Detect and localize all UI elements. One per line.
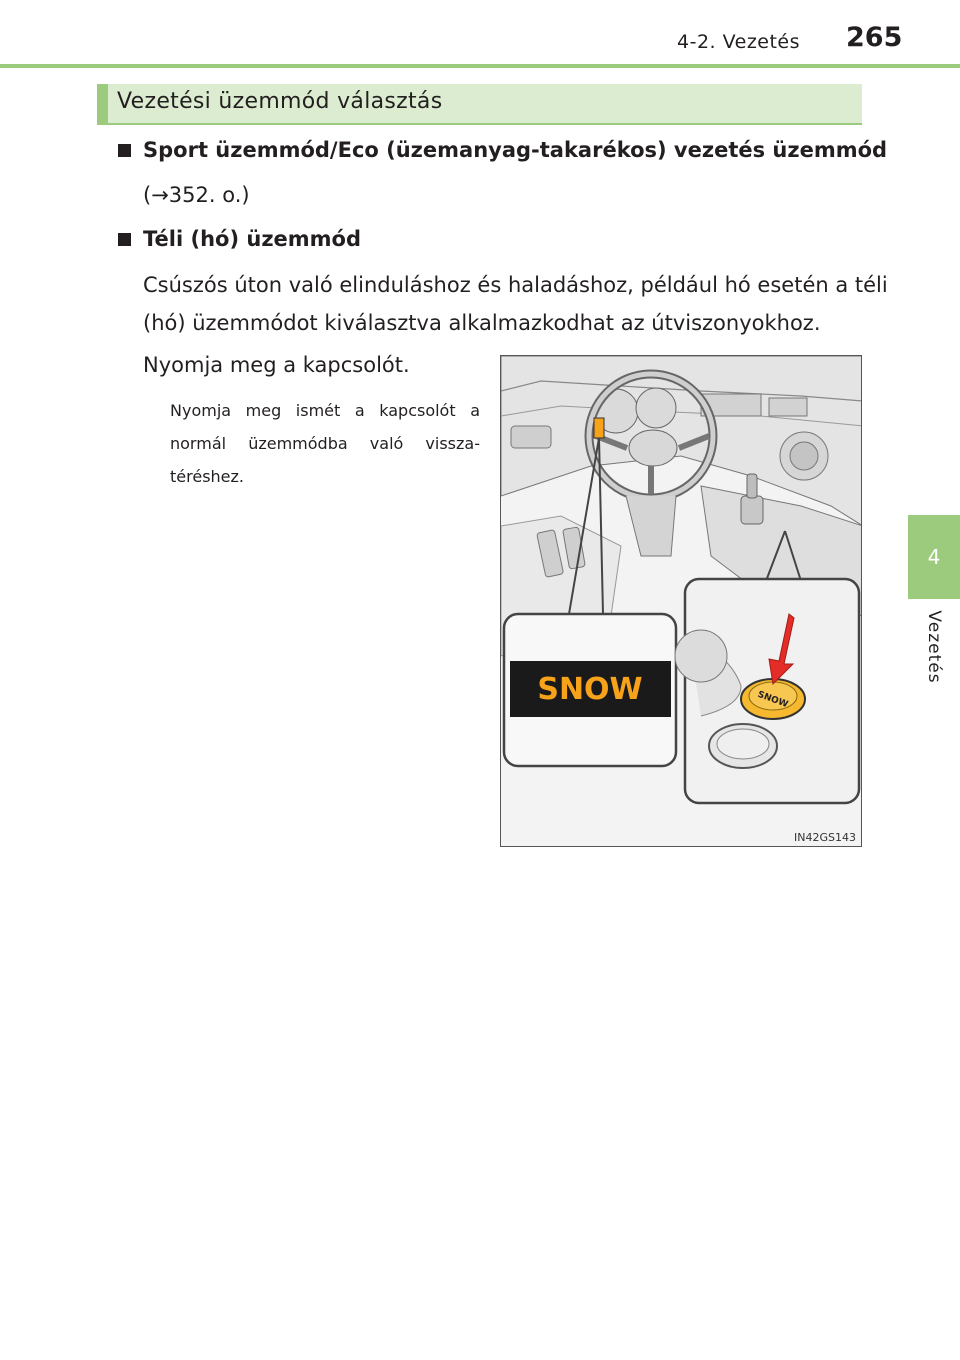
item-heading-text: Téli (hó) üzemmód — [143, 227, 362, 251]
snow-indicator-text: SNOW — [537, 672, 643, 707]
header-section-title: 4-2. Vezetés — [677, 31, 801, 53]
chapter-tab-label: Vezetés — [924, 610, 944, 684]
header-rule — [0, 64, 960, 68]
item-description-line-2: (hó) üzemmódot kiválasztva alkalmazkodhat az útviszonyokhoz. — [143, 311, 821, 335]
snow-button-label: SNOW — [756, 689, 790, 711]
section-accent — [97, 84, 108, 123]
item-heading-snow — [118, 227, 361, 251]
illustration-drawing — [501, 356, 862, 847]
section-title: Vezetési üzemmód választás — [117, 89, 443, 114]
chapter-tab — [908, 515, 960, 599]
item-note: Nyomja meg ismét a kapcsolót a normál üzemmódba való vissza-téréshez. — [170, 401, 480, 486]
section-title-bar — [97, 84, 862, 125]
chapter-tab-number: 4 — [927, 545, 941, 569]
item-heading-sport-eco — [118, 138, 887, 162]
item-reference: (→352. o.) — [143, 183, 250, 207]
square-bullet-icon — [118, 233, 131, 246]
item-instruction: Nyomja meg a kapcsolót. — [143, 353, 410, 377]
figure-code: IN42GS143 — [794, 831, 856, 844]
square-bullet-icon — [118, 144, 131, 157]
snow-mode-illustration — [500, 355, 862, 847]
item-description-line-1: Csúszós úton való elinduláshoz és haladáshoz, például hó esetén a téli — [143, 273, 888, 297]
page-number: 265 — [846, 22, 903, 53]
item-heading-text: Sport üzemmód/Eco (üzemanyag-takarékos) vezetés üzemmód — [143, 138, 888, 162]
